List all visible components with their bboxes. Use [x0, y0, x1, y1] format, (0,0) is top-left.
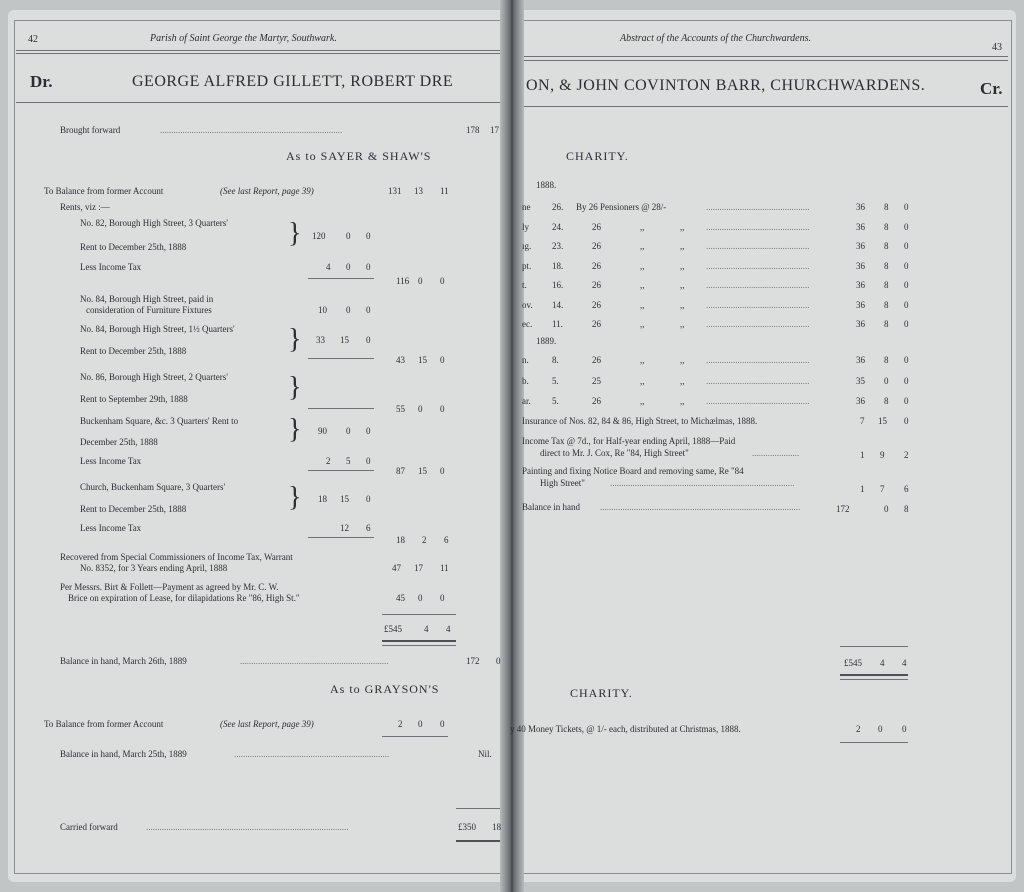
row-label-2: Rent to September 29th, 1888	[80, 394, 188, 404]
ditto-mark: ,,	[680, 280, 685, 290]
balance-in-hand-label: Balance in hand, March 26th, 1889	[60, 656, 187, 666]
pension-day: 11.	[552, 319, 563, 329]
amount-shillings: 15	[340, 494, 349, 504]
subtotal-pounds: 43	[396, 355, 405, 365]
total-rule	[382, 614, 456, 615]
dot-leader: ..............................................	[706, 375, 810, 386]
brace: }	[288, 324, 302, 355]
pension-count: 26	[592, 355, 601, 365]
amount-shillings: 8	[884, 241, 889, 251]
subtotal-pounds: 55	[396, 404, 405, 414]
row-label: No. 84, Borough High Street, 1½ Quarters'	[80, 324, 235, 334]
row-note: (See last Report, page 39)	[220, 719, 314, 729]
subtotal-rule	[308, 358, 374, 359]
pension-day: 14.	[552, 299, 564, 310]
row-label-2: December 25th, 1888	[80, 437, 158, 447]
row-label: No. 84, Borough High Street, paid in	[80, 294, 214, 304]
subtotal-pounds: 116	[396, 276, 410, 286]
amount-pence: 0	[904, 319, 909, 329]
amount-shillings: 0	[884, 375, 889, 386]
dot-leader: ..................................................................................	[610, 478, 795, 488]
ditto-mark: ,,	[680, 375, 685, 386]
amount-pounds: 35	[856, 375, 865, 386]
total-double-rule	[840, 679, 908, 680]
subtotal-shillings: 0	[418, 404, 423, 414]
amount-pounds: 1	[860, 450, 865, 460]
amount-shillings: 8	[884, 280, 889, 290]
amount-pence: 0	[366, 426, 371, 436]
row-label: To Balance from former Account	[44, 719, 164, 729]
subtotal-pence: 0	[440, 466, 445, 476]
amount-pence: 0	[440, 593, 445, 603]
total-shillings: 4	[880, 658, 885, 668]
amount-shillings: 0	[346, 426, 351, 436]
ditto-mark: ,,	[640, 260, 645, 271]
row-label-2: Rent to December 25th, 1888	[80, 242, 187, 252]
dot-leader: ..........................................................................................	[146, 822, 349, 832]
pension-count: 26	[592, 221, 601, 232]
dot-leader: ..............................................	[706, 299, 810, 310]
amount-shillings: 12	[340, 523, 349, 533]
dot-leader: ..............................................	[706, 396, 810, 406]
subtotal-pence: 0	[440, 355, 445, 365]
total-shillings: 4	[424, 624, 429, 634]
pension-count: 26	[592, 241, 601, 251]
row-label: Per Messrs. Birt & Follett—Payment as agreed by Mr. C. W.	[60, 582, 279, 592]
pension-count: 26	[592, 299, 601, 310]
subtotal-rule	[308, 537, 374, 538]
pension-month: n.	[522, 355, 529, 365]
amount-pounds: 90	[318, 426, 327, 436]
row-label: No. 86, Borough High Street, 2 Quarters'	[80, 372, 228, 382]
amount-pence: 0	[904, 221, 909, 232]
amount-pounds: 47	[392, 563, 401, 573]
row-note: (See last Report, page 39)	[220, 186, 314, 196]
amount-pounds: 36	[856, 396, 865, 406]
amount-pounds: 131	[388, 186, 402, 196]
dot-leader: .................................................................................	[160, 125, 343, 135]
amount-shillings: 0	[418, 593, 423, 603]
pension-day: 8.	[552, 355, 559, 365]
amount-pence: 0	[902, 724, 907, 734]
title-left: GEORGE ALFRED GILLETT, ROBERT DRE	[132, 73, 454, 90]
ditto-mark: ,,	[640, 319, 645, 329]
subtotal-pounds: 87	[396, 466, 405, 476]
title-rule	[16, 102, 500, 103]
amount-shillings: 5	[346, 456, 351, 466]
amount-pounds: 36	[856, 202, 865, 212]
amount-pounds: 2	[326, 456, 331, 466]
dr-label: Dr.	[30, 72, 53, 91]
header-rule	[524, 56, 1008, 57]
amount-shillings: 8	[884, 355, 889, 365]
section-heading-charity-2: CHARITY.	[570, 686, 633, 700]
amount-pence: 0	[366, 335, 371, 345]
subtotal-rule	[308, 470, 374, 471]
amount-pence: 0	[366, 456, 371, 466]
amount-shillings: 0	[346, 305, 351, 315]
pension-day: 5.	[552, 396, 559, 406]
amount-shillings: 15	[340, 335, 349, 345]
dot-leader: .........................................................................................	[600, 502, 801, 512]
ditto-mark: ,,	[680, 221, 685, 232]
ditto-mark: ,,	[640, 375, 645, 386]
amount-pence: 0	[366, 231, 371, 241]
ditto-mark: ,,	[680, 299, 685, 310]
row-label-2: No. 8352, for 3 Years ending April, 1888	[80, 563, 228, 573]
dot-leader: ..............................................	[706, 221, 810, 232]
brought-forward-pounds: 178	[466, 125, 480, 135]
amount-pounds: 36	[856, 241, 865, 251]
amount-shillings: 0	[878, 724, 883, 734]
pension-month: ar.	[522, 396, 531, 406]
brought-forward-label: Brought forward	[60, 125, 121, 135]
amount-shillings: 0	[418, 719, 423, 729]
subtotal-rule	[308, 278, 374, 279]
row-label: Church, Buckenham Square, 3 Quarters'	[80, 482, 226, 492]
pension-day: 24.	[552, 221, 564, 232]
subtotal-rule	[308, 408, 374, 409]
amount-pence: 0	[904, 299, 909, 310]
amount-shillings: 8	[884, 202, 889, 212]
book-gutter	[500, 0, 524, 892]
total-rule	[840, 742, 908, 743]
row-label-2: Rent to December 25th, 1888	[80, 346, 187, 356]
total-rule	[840, 646, 908, 647]
ditto-mark: ,,	[640, 280, 645, 290]
amount-shillings: 15	[878, 416, 887, 426]
subtotal-pence: 6	[444, 535, 449, 545]
title-right: ON, & JOHN COVINTON BARR, CHURCHWARDENS.	[526, 77, 926, 94]
amount-shillings: 0	[346, 231, 351, 241]
cr-label: Cr.	[980, 79, 1003, 98]
ditto-mark: ,,	[680, 355, 685, 365]
ditto-mark: ,,	[680, 396, 685, 406]
dot-leader: ..............................................	[706, 260, 810, 271]
income-tax-label-2: direct to Mr. J. Cox, Re "84, High Street"	[540, 448, 689, 458]
row-label: Less Income Tax	[80, 456, 142, 466]
subtotal-shillings: 15	[418, 466, 427, 476]
section-heading-grayson: As to GRAYSON'S	[330, 682, 440, 696]
amount-pounds: 36	[856, 221, 865, 232]
subtotal-pounds: 18	[396, 535, 405, 545]
amount-pence: 0	[904, 202, 909, 212]
brace: }	[288, 482, 302, 513]
amount-pence: 0	[904, 260, 909, 271]
amount-shillings: 8	[884, 299, 889, 310]
carried-forward-pounds: £350	[458, 822, 476, 832]
row-label: Buckenham Square, &c. 3 Quarters' Rent to	[80, 416, 239, 426]
dot-leader: .....................	[752, 448, 800, 458]
year-label: 1888.	[536, 180, 557, 190]
amount-shillings: 8	[884, 260, 889, 271]
year-label: 1889.	[536, 336, 557, 346]
pension-month: ec.	[522, 319, 533, 329]
amount-pence: 2	[904, 450, 909, 460]
pension-count: 26	[592, 280, 601, 290]
amount-pounds: 2	[856, 724, 861, 734]
total-double-rule	[840, 674, 908, 676]
subtotal-pence: 0	[440, 276, 445, 286]
row-label: Recovered from Special Commissioners of Income Tax, Warrant	[60, 552, 293, 562]
amount-pounds: 36	[856, 355, 865, 365]
left-running-title: Parish of Saint George the Martyr, Southwark.	[150, 33, 337, 44]
pension-count: 25	[592, 375, 601, 386]
row-label: Less Income Tax	[80, 523, 142, 533]
subtotal-shillings: 2	[422, 535, 427, 545]
balance-in-hand-label: Balance in hand, March 25th, 1889	[60, 749, 187, 759]
carried-forward-label: Carried forward	[60, 822, 118, 832]
amount-pounds: 120	[312, 231, 326, 241]
amount-pence: 6	[366, 523, 371, 533]
amount-pounds: 36	[856, 319, 865, 329]
ditto-mark: ,,	[640, 241, 645, 251]
amount-pounds: 36	[856, 280, 865, 290]
dot-leader: ..............................................	[706, 280, 810, 290]
row-label: Rents, viz :—	[60, 202, 110, 212]
amount-pence: 0	[904, 375, 909, 386]
amount-pounds: 10	[318, 305, 327, 315]
row-label-2: Rent to December 25th, 1888	[80, 504, 187, 514]
pension-month: pt.	[522, 260, 532, 271]
total-pence: 4	[446, 624, 451, 634]
pension-count: 26	[592, 396, 601, 406]
brace: }	[288, 218, 302, 249]
pension-day: 23.	[552, 241, 564, 251]
amount-pence: 0	[904, 396, 909, 406]
ditto-mark: ,,	[680, 260, 685, 271]
balance-pounds: 172	[466, 656, 480, 666]
amount-shillings: 7	[880, 484, 885, 494]
dot-leader: ..............................................	[706, 241, 810, 251]
dot-leader: ..................................................................	[240, 656, 389, 666]
subtotal-shillings: 15	[418, 355, 427, 365]
total-rule	[382, 736, 448, 737]
insurance-label: Insurance of Nos. 82, 84 & 86, High Street, to Michælmas, 1888.	[522, 416, 758, 426]
brace: }	[288, 414, 302, 445]
amount-shillings: 0	[884, 504, 889, 514]
total-pounds: £545	[844, 658, 862, 668]
amount-pounds: 18	[318, 494, 327, 504]
amount-pence: 0	[366, 494, 371, 504]
amount-shillings: 0	[346, 262, 351, 272]
amount-pounds: 45	[396, 593, 405, 603]
right-page-number: 43	[992, 42, 1002, 53]
amount-shillings: 13	[414, 186, 423, 196]
carried-forward-shillings: 18	[492, 822, 501, 832]
total-pence: 4	[902, 658, 907, 668]
right-running-title: Abstract of the Accounts of the Churchwardens.	[620, 33, 812, 44]
amount-shillings: 8	[884, 396, 889, 406]
total-pounds: £545	[384, 624, 402, 634]
row-label: Less Income Tax	[80, 262, 142, 272]
income-tax-label: Income Tax @ 7d., for Half-year ending April, 1888—Paid	[522, 436, 736, 446]
amount-pence: 0	[366, 305, 371, 315]
painting-label-2: High Street"	[540, 478, 585, 488]
title-rule	[524, 106, 1008, 107]
ditto-mark: ,,	[640, 221, 645, 232]
ditto-mark: ,,	[680, 241, 685, 251]
amount-pounds: 1	[860, 484, 865, 494]
section-heading-charity: CHARITY.	[566, 149, 629, 163]
pension-description: By 26 Pensioners @ 28/-	[576, 202, 667, 212]
amount-pence: 0	[904, 241, 909, 251]
ditto-mark: ,,	[640, 396, 645, 406]
amount-pounds: 2	[398, 719, 403, 729]
dot-leader: ..............................................	[706, 319, 810, 329]
dot-leader: ..............................................	[706, 355, 810, 365]
ditto-mark: ,,	[640, 355, 645, 365]
amount-pence: 0	[904, 416, 909, 426]
pension-month: ne	[522, 202, 531, 212]
amount-shillings: 17	[414, 563, 423, 573]
amount-pounds: 36	[856, 260, 865, 271]
ditto-mark: ,,	[640, 299, 645, 310]
subtotal-pence: 0	[440, 404, 445, 414]
balance-shillings: 0	[496, 656, 501, 666]
ditto-mark: ,,	[680, 319, 685, 329]
balance-label: Balance in hand	[522, 502, 580, 512]
subtotal-shillings: 0	[418, 276, 423, 286]
amount-pence: 11	[440, 563, 449, 573]
amount-pounds: 172	[836, 504, 850, 514]
dot-leader: ..............................................	[706, 202, 810, 212]
pension-count: 26	[592, 260, 601, 271]
brought-forward-shillings: 17	[490, 125, 499, 135]
amount-pence: 0	[440, 719, 445, 729]
painting-label: Painting and fixing Notice Board and removing same, Re "84	[522, 466, 744, 476]
tickets-label: y 40 Money Tickets, @ 1/- each, distributed at Christmas, 1888.	[510, 724, 741, 734]
header-rule	[524, 60, 1008, 61]
row-label: To Balance from former Account	[44, 186, 164, 196]
row-label-2: Brice on expiration of Lease, for dilapidations Re "86, High St."	[68, 593, 300, 603]
balance-nil: Nil.	[478, 749, 492, 759]
amount-pounds: 33	[316, 335, 325, 345]
amount-pounds: 7	[860, 416, 865, 426]
total-double-rule	[382, 645, 456, 646]
section-heading-sayer-shaw: As to SAYER & SHAW'S	[286, 149, 432, 163]
carried-rule	[456, 808, 500, 809]
brace: }	[288, 372, 302, 403]
header-rule	[16, 53, 500, 54]
pension-month: ov.	[522, 299, 533, 310]
dot-leader: .....................................................................	[234, 749, 390, 759]
pension-day: 5.	[552, 375, 559, 386]
pension-month: t.	[522, 280, 527, 290]
amount-pounds: 4	[326, 262, 331, 272]
pension-count: 26	[592, 319, 601, 329]
amount-pence: 8	[904, 504, 909, 514]
amount-shillings: 9	[880, 450, 885, 460]
left-page-number: 42	[28, 34, 38, 45]
amount-shillings: 8	[884, 319, 889, 329]
pension-day: 16.	[552, 280, 564, 290]
row-label: No. 82, Borough High Street, 3 Quarters'	[80, 218, 228, 228]
amount-pence: 0	[904, 280, 909, 290]
pension-day: 18.	[552, 260, 564, 271]
amount-pence: 0	[904, 355, 909, 365]
amount-pounds: 36	[856, 299, 865, 310]
row-label-2: consideration of Furniture Fixtures	[86, 305, 212, 315]
header-rule	[16, 50, 500, 51]
pension-month: ly	[522, 221, 530, 232]
amount-pence: 6	[904, 484, 909, 494]
total-double-rule	[382, 640, 456, 642]
amount-shillings: 8	[884, 221, 889, 232]
carried-double-rule	[456, 840, 500, 842]
pension-day: 26.	[552, 202, 564, 212]
amount-pence: 0	[366, 262, 371, 272]
pension-month: ıg.	[522, 241, 532, 251]
amount-pence: 11	[440, 186, 449, 196]
pension-month: b.	[522, 375, 529, 386]
